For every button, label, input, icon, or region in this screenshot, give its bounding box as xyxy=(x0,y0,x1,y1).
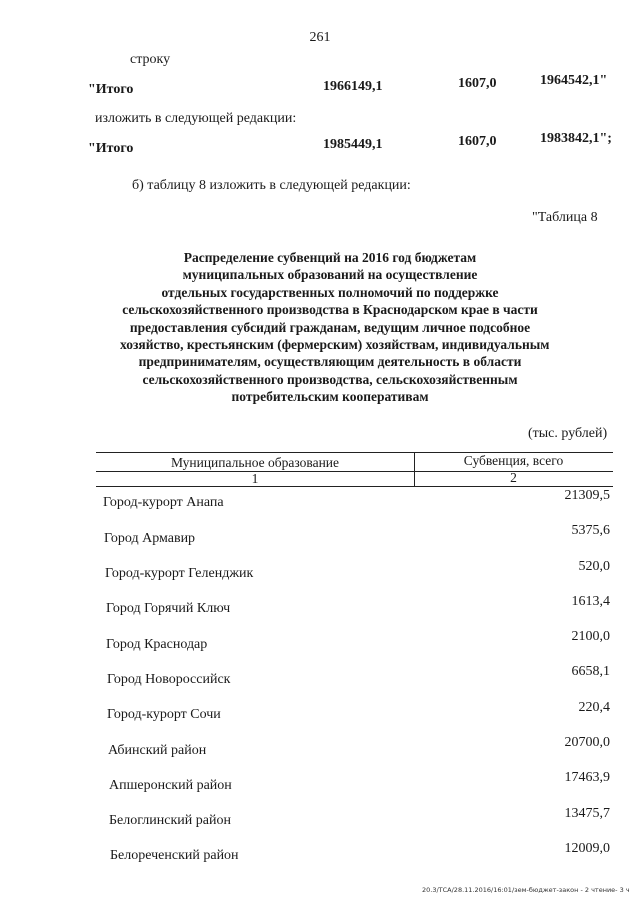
total-new-v2: 1607,0 xyxy=(458,134,497,149)
total-label-old: "Итого xyxy=(88,82,134,97)
row-name: Город Горячий Ключ xyxy=(106,601,231,616)
title-line: сельскохозяйственного производства, сельскохозяйственным xyxy=(142,371,518,387)
units-label: (тыс. рублей) xyxy=(528,426,608,441)
row-value: 12009,0 xyxy=(564,841,610,856)
row-name: Город-курорт Сочи xyxy=(107,707,221,722)
row-name: Город-курорт Геленджик xyxy=(105,566,254,581)
row-value: 21309,5 xyxy=(564,488,610,503)
title-line: предоставления субсидий гражданам, ведущим личное подсобное xyxy=(129,319,531,335)
row-value: 13475,7 xyxy=(564,806,610,821)
intro-line-table8: б) таблицу 8 изложить в следующей редакции: xyxy=(132,178,411,193)
title-line: предпринимателям, осуществляющим деятельность в области xyxy=(138,354,522,370)
row-name: Город Краснодар xyxy=(106,637,208,652)
row-name: Белоглинский район xyxy=(109,813,231,828)
row-value: 6658,1 xyxy=(571,664,610,679)
total-old-v3: 1964542,1" xyxy=(540,73,608,88)
table-reference: "Таблица 8 xyxy=(532,210,598,225)
row-name: Город-курорт Анапа xyxy=(103,495,224,510)
header-num-1: 1 xyxy=(251,471,259,486)
table-title xyxy=(120,249,550,406)
total-new-v3: 1983842,1"; xyxy=(540,131,612,146)
row-name: Белореченский район xyxy=(110,848,239,863)
title-line: сельскохозяйственного производства в Краснодарском крае в части xyxy=(122,302,538,318)
row-name: Город Армавир xyxy=(104,531,196,546)
row-value: 17463,9 xyxy=(564,770,610,785)
header-municipality: Муниципальное образование xyxy=(170,455,340,470)
row-name: Город Новороссийск xyxy=(107,672,231,687)
intro-line-stroku: строку xyxy=(130,52,171,67)
row-name: Апшеронский район xyxy=(109,778,232,793)
total-new-v1: 1985449,1 xyxy=(323,137,383,152)
row-value: 1613,4 xyxy=(571,594,610,609)
row-value: 5375,6 xyxy=(571,523,610,538)
header-subvention: Субвенция, всего xyxy=(463,453,564,468)
row-name: Абинский район xyxy=(108,743,207,758)
row-value: 20700,0 xyxy=(564,735,610,750)
row-value: 220,4 xyxy=(578,700,610,715)
intro-line-izlozhit: изложить в следующей редакции: xyxy=(95,111,297,126)
title-line: хозяйство, крестьянским (фермерским) хозяйствам, индивидуальным xyxy=(120,337,550,353)
row-value: 2100,0 xyxy=(571,629,610,644)
title-line: потребительским кооперативам xyxy=(231,389,429,405)
title-line: Распределение субвенций на 2016 год бюджетам xyxy=(183,250,477,265)
row-value: 520,0 xyxy=(578,559,610,574)
page-number: 261 xyxy=(309,30,331,45)
total-old-v2: 1607,0 xyxy=(458,76,497,91)
footer-file-stamp: 20.3/ТСА/28.11.2016/16:01/зем-бюджет-закон - 2 чтение- 3 ч xyxy=(422,886,630,894)
total-old-v1: 1966149,1 xyxy=(323,79,383,94)
table-header xyxy=(96,452,613,487)
title-line: отдельных государственных полномочий по поддержке xyxy=(161,284,499,300)
total-label-new: "Итого xyxy=(88,141,134,156)
header-num-2: 2 xyxy=(510,470,517,485)
title-line: муниципальных образований на осуществление xyxy=(182,267,478,283)
